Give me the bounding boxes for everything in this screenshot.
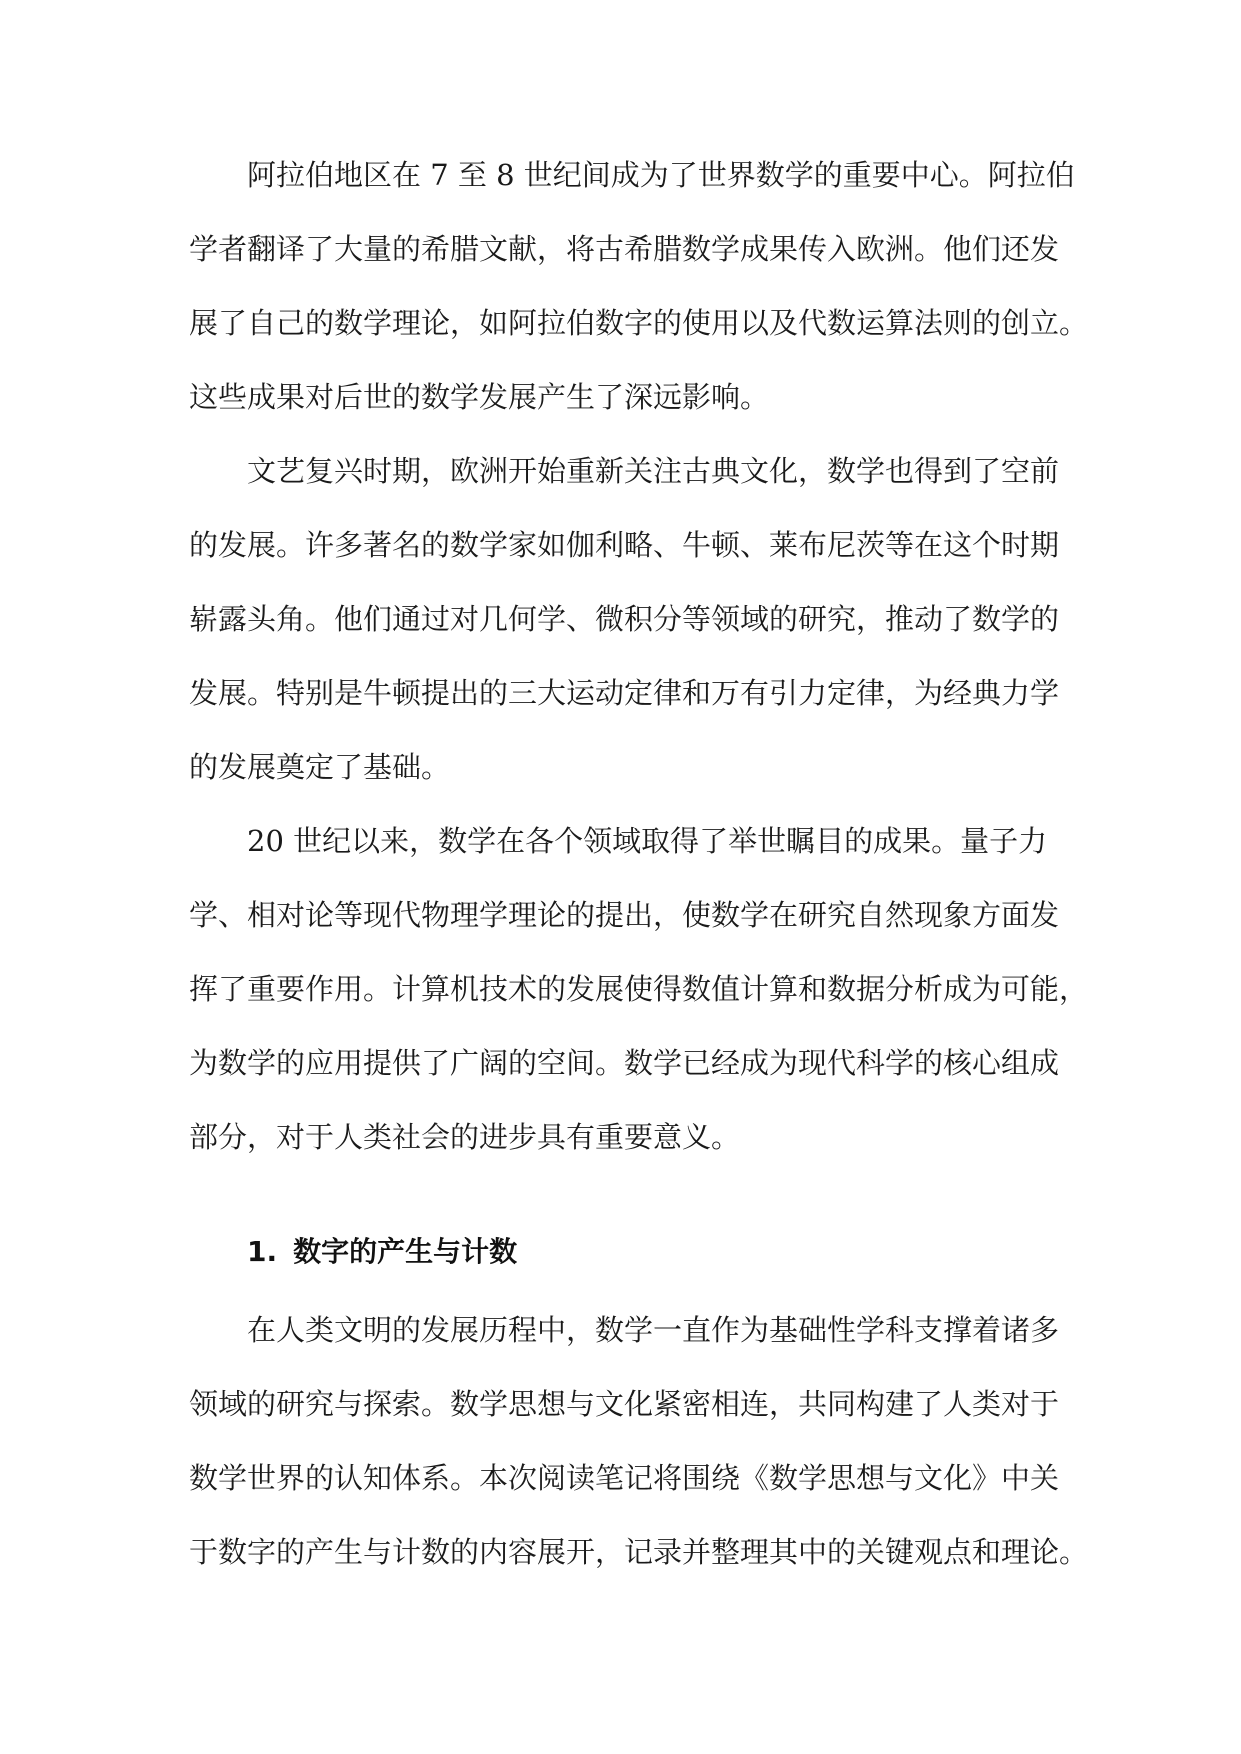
section-heading <box>247 1232 517 1272</box>
paragraph-2-line-2: 的发展。许多著名的数学家如伽利略、牛顿、莱布尼茨等在这个时期 <box>189 528 1060 562</box>
paragraph-1-line-3: 展了自己的数学理论，如阿拉伯数字的使用以及代数运算法则的创立。 <box>189 306 1089 340</box>
section-paragraph-line-4: 于数字的产生与计数的内容展开，记录并整理其中的关键观点和理论。 <box>189 1535 1089 1569</box>
section-paragraph-line-1: 在人类文明的发展历程中，数学一直作为基础性学科支撑着诸多 <box>247 1313 1060 1347</box>
paragraph-3-line-1: 20 世纪以来，数学在各个领域取得了举世瞩目的成果。量子力 <box>247 824 1048 858</box>
paragraph-2-line-5: 的发展奠定了基础。 <box>189 750 451 784</box>
paragraph-1-line-2: 学者翻译了大量的希腊文献，将古希腊数学成果传入欧洲。他们还发 <box>189 232 1060 266</box>
paragraph-1-line-1: 阿拉伯地区在 7 至 8 世纪间成为了世界数学的重要中心。阿拉伯 <box>247 158 1075 192</box>
paragraph-3-line-5: 部分，对于人类社会的进步具有重要意义。 <box>189 1120 741 1154</box>
section-number: 1. <box>247 1235 278 1268</box>
paragraph-2-line-3: 崭露头角。他们通过对几何学、微积分等领域的研究，推动了数学的 <box>189 602 1060 636</box>
section-title: 数字的产生与计数 <box>293 1235 518 1268</box>
paragraph-2-line-4: 发展。特别是牛顿提出的三大运动定律和万有引力定律，为经典力学 <box>189 676 1060 710</box>
paragraph-3-line-4: 为数学的应用提供了广阔的空间。数学已经成为现代科学的核心组成 <box>189 1046 1060 1080</box>
paragraph-3-line-2: 学、相对论等现代物理学理论的提出，使数学在研究自然现象方面发 <box>189 898 1060 932</box>
paragraph-3-line-3: 挥了重要作用。计算机技术的发展使得数值计算和数据分析成为可能， <box>189 972 1089 1006</box>
paragraph-1-line-4: 这些成果对后世的数学发展产生了深远影响。 <box>189 380 770 414</box>
paragraph-2-line-1: 文艺复兴时期，欧洲开始重新关注古典文化，数学也得到了空前 <box>247 454 1060 488</box>
section-paragraph-line-2: 领域的研究与探索。数学思想与文化紧密相连，共同构建了人类对于 <box>189 1387 1060 1421</box>
section-paragraph-line-3: 数学世界的认知体系。本次阅读笔记将围绕《数学思想与文化》中关 <box>189 1461 1060 1495</box>
